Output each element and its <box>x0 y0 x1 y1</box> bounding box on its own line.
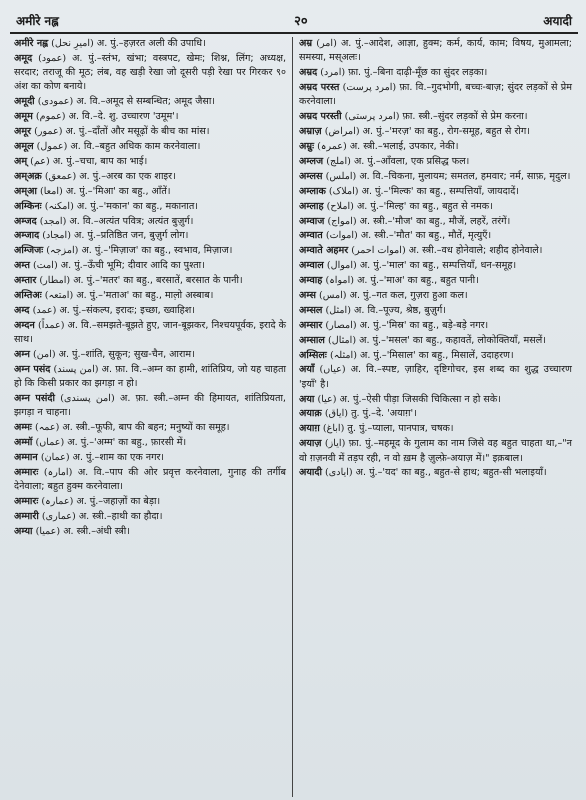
definition: अ. वि.–बहुत अधिक काम करनेवाला। <box>70 141 201 153</box>
urdu-spelling: (عماں) <box>35 437 65 449</box>
urdu-spelling: (امجد) <box>39 215 67 227</box>
dictionary-entry <box>299 37 572 66</box>
urdu-spelling: (عمد) <box>32 304 57 316</box>
definition: अ. पुं.–दाँतों और मसूढ़ों के बीच का मांस। <box>65 126 210 138</box>
definition: अ. पुं.–'मतर' का बहु., बरसातें, बरसात के पानी। <box>73 275 243 287</box>
urdu-spelling: (امواج) <box>327 215 357 227</box>
headword: अयाग़ <box>299 423 320 435</box>
urdu-spelling: (عموم) <box>35 111 66 123</box>
dictionary-entry <box>14 466 286 495</box>
dictionary-entry <box>299 125 572 139</box>
definition: अ. पुं.–'मिसाल' का बहु., मिसालें, उदाहरण। <box>360 349 514 361</box>
urdu-spelling: (امزجہ) <box>46 245 79 257</box>
definition: अ. पुं.–आदेश, आज्ञा, हुक्म; कर्म, कार्य, काम; विषय, मुआमला; समस्या, मस्अलः। <box>299 38 572 64</box>
definition: अ. फ़ा. स्त्री.–अम्न की हिमायत, शांतिप्रियता, झगड़ा न चाहना। <box>14 393 286 419</box>
headword: अम्स <box>299 289 316 301</box>
definition: तु. पुं.–दे. 'अयाग़'। <box>351 408 417 420</box>
definition: अ. पुं.–'मकान' का बहु., मकानात। <box>76 200 198 212</box>
dictionary-entry <box>299 81 572 110</box>
definition: अ. पुं.–'अम्म' का बहु., फ़ारसी में। <box>67 437 187 449</box>
left-column <box>10 37 293 797</box>
urdu-spelling: (ایاز) <box>324 438 346 450</box>
urdu-spelling: (ایاق) <box>324 408 349 420</box>
headword: अम्मॉ <box>14 437 33 449</box>
urdu-spelling: (امت) <box>32 260 58 272</box>
urdu-spelling: (امن پسند) <box>53 363 99 375</box>
header-left-guideword: अमीरे नह्ल <box>16 13 59 28</box>
definition: अ. पुं.–शाम का एक नगर। <box>72 451 165 463</box>
headword: अम्लज <box>299 155 324 167</box>
dictionary-entry <box>299 274 572 288</box>
headword: अम्वाज <box>299 215 325 227</box>
urdu-spelling: (امرد) <box>320 67 346 79</box>
urdu-spelling: (املاک) <box>328 185 359 197</box>
dictionary-entry <box>14 421 286 435</box>
headword: अम्न <box>14 348 30 360</box>
headword: अम्र <box>299 38 313 49</box>
headword: अम्रद परस्ती <box>299 111 342 123</box>
dictionary-entry <box>14 229 286 243</box>
definition: अ. पुं.–ऐसी पीड़ा जिसकी चिकित्सा न हो सके। <box>339 393 501 405</box>
definition: तु. पुं.–प्याला, पानपात्र, चषक। <box>347 423 454 435</box>
headword: अम्सिलः <box>299 349 327 361</box>
columns <box>10 37 578 797</box>
dictionary-entry <box>299 289 572 303</box>
urdu-spelling: (املس) <box>325 170 357 182</box>
headword: अया <box>299 393 315 405</box>
dictionary-entry <box>14 525 286 539</box>
definition: फ़ा. पुं.–महमूद के गुलाम का नाम जिसे वह बहुत चाहता था,–"न वो ग़ज़नवी में तड़प रही, न वो ख़म है ज़ुल्फ़े-अयाज़ में।" इक़बाल। <box>299 438 572 464</box>
urdu-spelling: (عمودی) <box>37 96 74 108</box>
headword: अम्अक़ <box>14 170 42 182</box>
dictionary-entry <box>14 52 286 95</box>
dictionary-entry <box>299 140 572 154</box>
headword: अम्रुः <box>299 141 315 153</box>
headword: अम्लाक <box>299 185 326 197</box>
definition: अ. फ़ा. वि.–अम्न का हामी, शांतिप्रिय, जो यह चाहता हो कि किसी प्रकार का झगड़ा न हो। <box>14 363 286 390</box>
page-header <box>10 10 578 30</box>
headword: अम्दन <box>14 319 35 331</box>
urdu-spelling: (امکنہ) <box>44 200 74 212</box>
definition: अ. स्त्री.–भलाई, उपकार, नेकी। <box>349 141 459 153</box>
dictionary-entry <box>299 349 572 363</box>
dictionary-entry <box>299 200 572 214</box>
urdu-spelling: (امن پسندی) <box>60 393 115 404</box>
urdu-spelling: (ایادی) <box>325 467 353 479</box>
definition: अ. पुं.–'माल' का बहु., सम्पत्तियाँ, धन-समूह। <box>359 260 517 272</box>
urdu-spelling: (عمان) <box>40 451 70 463</box>
definition: अ. पुं.–'मरज़' का बहु., रोग-समूह, बहुत से रोग। <box>362 126 530 138</box>
definition: अ. पुं.–स्तंभ, खंभा; वस्त्रपट, खेमः; शिश्न, लिंग; अध्यक्ष, सरदार; तराजू की मूठ; लंब, वह खड़ी रेखा जो दूसरी पड़ी रेखा पर गिरकर ९० अंश का कोण बनाये। <box>14 52 286 93</box>
dictionary-entry <box>14 495 286 509</box>
definition: फ़ा. वि.–गुदभोगी, बच्चः-बाज़; सुंदर लड़कों से प्रेम करनेवाला। <box>299 82 572 108</box>
urdu-spelling: (اموات احمر) <box>351 245 406 257</box>
headword: अम्वाते अहमर <box>299 245 349 257</box>
urdu-spelling: (عیاں) <box>319 364 346 376</box>
dictionary-entry <box>299 422 572 436</box>
headword: अम्मारः <box>14 496 39 508</box>
headword: अम्राज़ <box>299 126 322 138</box>
definition: अ. पुं.–आँवला, एक प्रसिद्ध फल। <box>353 155 470 167</box>
dictionary-entry <box>299 155 572 169</box>
dictionary-entry <box>14 200 286 214</box>
dictionary-entry <box>14 215 286 229</box>
dictionary-entry <box>299 110 572 124</box>
headword: अम्आ <box>14 185 37 197</box>
definition: अ. स्त्री.–हाथी का हौदा। <box>78 510 163 522</box>
urdu-spelling: (امواہ) <box>325 275 354 287</box>
definition: अ. स्त्री.–अंधी स्त्री। <box>63 525 130 537</box>
dictionary-entry <box>299 185 572 199</box>
dictionary-entry <box>299 244 572 258</box>
dictionary-entry <box>14 155 286 169</box>
definition: अ. वि.–समझते-बूझते हुए, जान-बूझकर, निश्चयपूर्वक, इरादे के साथ। <box>14 319 286 346</box>
dictionary-entry <box>14 95 286 109</box>
urdu-spelling: (عمارہ) <box>41 496 74 508</box>
definition: अ. पुं.–प्रतिष्ठित जन, बुज़ुर्ग लोग। <box>74 230 189 242</box>
headword: अम्त <box>14 260 30 272</box>
definition: अ. पुं.–संकल्प, इरादः; इच्छा, ख्वाहिश। <box>59 304 195 316</box>
page-number: २० <box>294 14 308 29</box>
dictionary-entry <box>14 110 286 124</box>
headword: अम्वाल <box>299 260 324 272</box>
headword: अयाक़ <box>299 408 322 420</box>
headword: अम्सार <box>299 319 323 331</box>
dictionary-entry <box>299 229 572 243</box>
header-rule <box>10 32 578 34</box>
urdu-spelling: (عمول) <box>36 141 68 153</box>
urdu-spelling: (امن) <box>32 348 56 360</box>
urdu-spelling: (اموات) <box>325 230 358 242</box>
headword: अम्द <box>14 304 30 316</box>
definition: अ. वि.–अत्यंत पवित्र; अत्यंत बुज़ुर्ग। <box>69 215 194 227</box>
urdu-spelling: (امارہ) <box>43 466 73 478</box>
headword: अम्लस <box>299 170 323 182</box>
headword: अम्लाह <box>299 200 324 212</box>
urdu-spelling: (عمرہ) <box>317 141 347 153</box>
urdu-spelling: (عماری) <box>41 510 76 522</box>
headword: अम्रद <box>299 67 318 79</box>
urdu-spelling: (عمعق) <box>44 170 77 182</box>
urdu-spelling: (عمور) <box>34 126 63 138</box>
dictionary-entry <box>299 304 572 318</box>
headword: अम्तिअः <box>14 289 42 301</box>
definition: अ. पुं.–चचा, बाप का भाई। <box>52 155 148 167</box>
headword: अम्जाद <box>14 230 40 242</box>
definition: अ. स्त्री.–वध होनेवाले; शहीद होनेवाले। <box>408 245 543 257</box>
dictionary-entry <box>299 170 572 184</box>
definition: अ. स्त्री.–फूफी, बाप की बहन; मनुष्यों का समूह। <box>62 422 230 434</box>
definition: अ. पुं.–'मिस्र' का बहु., बड़े-बड़े नगर। <box>359 319 489 331</box>
urdu-spelling: (امیرِ نحل) <box>51 38 94 49</box>
urdu-spelling: (املاح) <box>326 200 354 212</box>
dictionary-entry <box>14 392 286 421</box>
definition: अ. वि.–पूज्य, श्रेष्ठ, बुज़ुर्ग। <box>354 304 446 316</box>
urdu-spelling: (املج) <box>326 155 351 167</box>
headword: अम्जद <box>14 215 37 227</box>
urdu-spelling: (عمیا) <box>35 525 61 537</box>
dictionary-entry <box>14 259 286 273</box>
definition: अ. पुं.–'मिल्ह' का बहु., बहुत से नमक। <box>356 200 493 212</box>
definition: अ. पुं.–जहाज़ों का बेड़ा। <box>76 496 161 508</box>
headword: अम्या <box>14 525 33 537</box>
headword: अम्तार <box>14 275 37 287</box>
definition: अ. पुं.–'मिल्क' का बहु., सम्पत्तियाँ, जायदादें। <box>361 185 519 197</box>
urdu-spelling: (امطار) <box>39 275 71 287</box>
dictionary-entry <box>299 393 572 407</box>
definition: अ. पुं.–ऊँची भूमि; दीवार आदि का पुश्ता। <box>60 260 205 272</box>
headword: अम् <box>14 155 28 167</box>
headword: अमूम <box>14 111 33 123</box>
urdu-spelling: (امرد پرستی) <box>344 111 400 123</box>
headword: अम्मान <box>14 451 38 463</box>
definition: अ. पुं.–'मताअ' का बहु., माल़ो अस्बाब। <box>76 289 214 301</box>
dictionary-entry <box>14 140 286 154</box>
urdu-spelling: (امثال) <box>328 334 357 346</box>
definition: फ़ा. पुं.–बिना दाढ़ी-मूँछ का सुंदर लड़का। <box>348 67 488 79</box>
urdu-spelling: (عم) <box>30 155 50 167</box>
urdu-spelling: (عمہ) <box>34 422 60 434</box>
definition: अ. वि.–दे. शु. उच्चारण 'उमूम'। <box>68 111 179 123</box>
urdu-spelling: (اباغ) <box>322 423 345 435</box>
definition: अ. पुं.–'मसल' का बहु., कहावतें, लोकोक्तियाँ, मसलें। <box>359 334 546 346</box>
dictionary-entry <box>14 244 286 258</box>
definition: अ. पुं.–'मिआ' का बहु., आँतें। <box>65 185 171 197</box>
dictionary-entry <box>299 319 572 333</box>
headword: अयाँ <box>299 364 315 376</box>
definition: अ. पुं.–'यद' का बहु., बहुत-से हाथ; बहुत-सी भलाइयाँ। <box>355 467 547 479</box>
definition: अ. वि.–चिकना, मुलायम; समतल, हमवार; नर्म, साफ़, मृदुल। <box>359 170 571 182</box>
dictionary-entry <box>14 348 286 362</box>
headword: अयादी <box>299 467 322 479</box>
headword: अम्रद परस्त <box>299 82 340 94</box>
urdu-spelling: (امجاد) <box>42 230 71 242</box>
definition: अ. स्त्री.–'मौज' का बहु., मौजें, लहरें, तरंगें। <box>359 215 511 227</box>
headword: अम्जिजः <box>14 245 44 257</box>
headword: अमूदी <box>14 96 35 108</box>
dictionary-entry <box>14 451 286 465</box>
definition: अ. वि.–अमूद से सम्बन्धित; अमूद जैसा। <box>76 96 215 108</box>
headword: अम्साल <box>299 334 325 346</box>
urdu-spelling: (امر) <box>316 38 337 49</box>
headword: अम्किनः <box>14 200 42 212</box>
dictionary-entry <box>14 289 286 303</box>
definition: अ. वि.–स्पष्ट, ज़ाहिर, दृष्टिगोचर, इस शब्द का शुद्ध उच्चारण 'इयाँ' है। <box>299 364 572 390</box>
headword: अम्वाह <box>299 275 323 287</box>
dictionary-entry <box>299 437 572 466</box>
headword: अमीरे नह्ल <box>14 38 49 49</box>
urdu-spelling: (امثلہ) <box>329 349 357 361</box>
headword: अम्मः <box>14 422 32 434</box>
urdu-spelling: (اموال) <box>326 260 357 272</box>
headword: अम्वात <box>299 230 323 242</box>
definition: अ. पुं.–शांति, सुकून; सुख-चैन, आराम। <box>58 348 195 360</box>
dictionary-entry <box>299 407 572 421</box>
headword: अमूद <box>14 52 33 64</box>
definition: अ. पुं.–गत कल, गुज़रा हुआ कल। <box>349 289 468 301</box>
headword: अमूर <box>14 126 31 138</box>
headword: अमूल <box>14 141 34 153</box>
dictionary-entry <box>14 436 286 450</box>
dictionary-entry <box>299 334 572 348</box>
urdu-spelling: (امرد پرست) <box>342 82 397 94</box>
urdu-spelling: (امس) <box>319 289 347 301</box>
dictionary-entry <box>14 363 286 392</box>
dictionary-entry <box>14 185 286 199</box>
definition: अ. पुं.–'माअ' का बहु., बहुत पानी। <box>357 275 479 287</box>
headword: अम्मारः <box>14 466 39 478</box>
headword: अम्न पसंद <box>14 363 51 375</box>
dictionary-entry <box>299 66 572 80</box>
definition: फ़ा. स्त्री.–सुंदर लड़कों से प्रेम करना। <box>402 111 528 123</box>
headword: अम्मारी <box>14 510 39 522</box>
dictionary-entry <box>14 125 286 139</box>
dictionary-entry <box>299 215 572 229</box>
definition: अ. वि.–पाप की ओर प्रवृत्त करनेवाला, गुनाह की तर्गीब देनेवाला; बहुत हुक्म करनेवाला। <box>14 466 286 493</box>
urdu-spelling: (عمود) <box>38 52 67 64</box>
headword: अम्न पसंदी <box>14 393 55 404</box>
dictionary-entry <box>14 510 286 524</box>
urdu-spelling: (امصار) <box>325 319 357 331</box>
dictionary-entry <box>14 170 286 184</box>
urdu-spelling: (امراض) <box>324 126 360 138</box>
dictionary-entry <box>299 259 572 273</box>
dictionary-entry <box>299 363 572 392</box>
urdu-spelling: (عیا) <box>317 393 337 405</box>
definition: अ. स्त्री.–'मौत' का बहु., मौतें, मृत्युएँ। <box>360 230 492 242</box>
headword: अम्सल <box>299 304 323 316</box>
right-column <box>293 37 576 797</box>
urdu-spelling: (امتعہ) <box>44 289 74 301</box>
definition: अ. पुं.–हज़रत अली की उपाधि। <box>96 38 206 49</box>
dictionary-entry <box>14 37 286 51</box>
dictionary-entry <box>14 274 286 288</box>
headword: अयाज़ <box>299 438 322 450</box>
definition: अ. पुं.–'मिज़ाज' का बहु., स्वभाव, मिज़ाज। <box>81 245 233 257</box>
dictionary-entry <box>14 319 286 348</box>
urdu-spelling: (عمداً) <box>37 319 65 331</box>
dictionary-entry <box>14 304 286 318</box>
urdu-spelling: (امثل) <box>325 304 351 316</box>
dictionary-entry <box>299 466 572 480</box>
header-right-guideword: अयादी <box>543 13 572 28</box>
definition: अ. पुं.–अरब का एक शाइर। <box>79 170 176 182</box>
urdu-spelling: (امعا) <box>39 185 63 197</box>
